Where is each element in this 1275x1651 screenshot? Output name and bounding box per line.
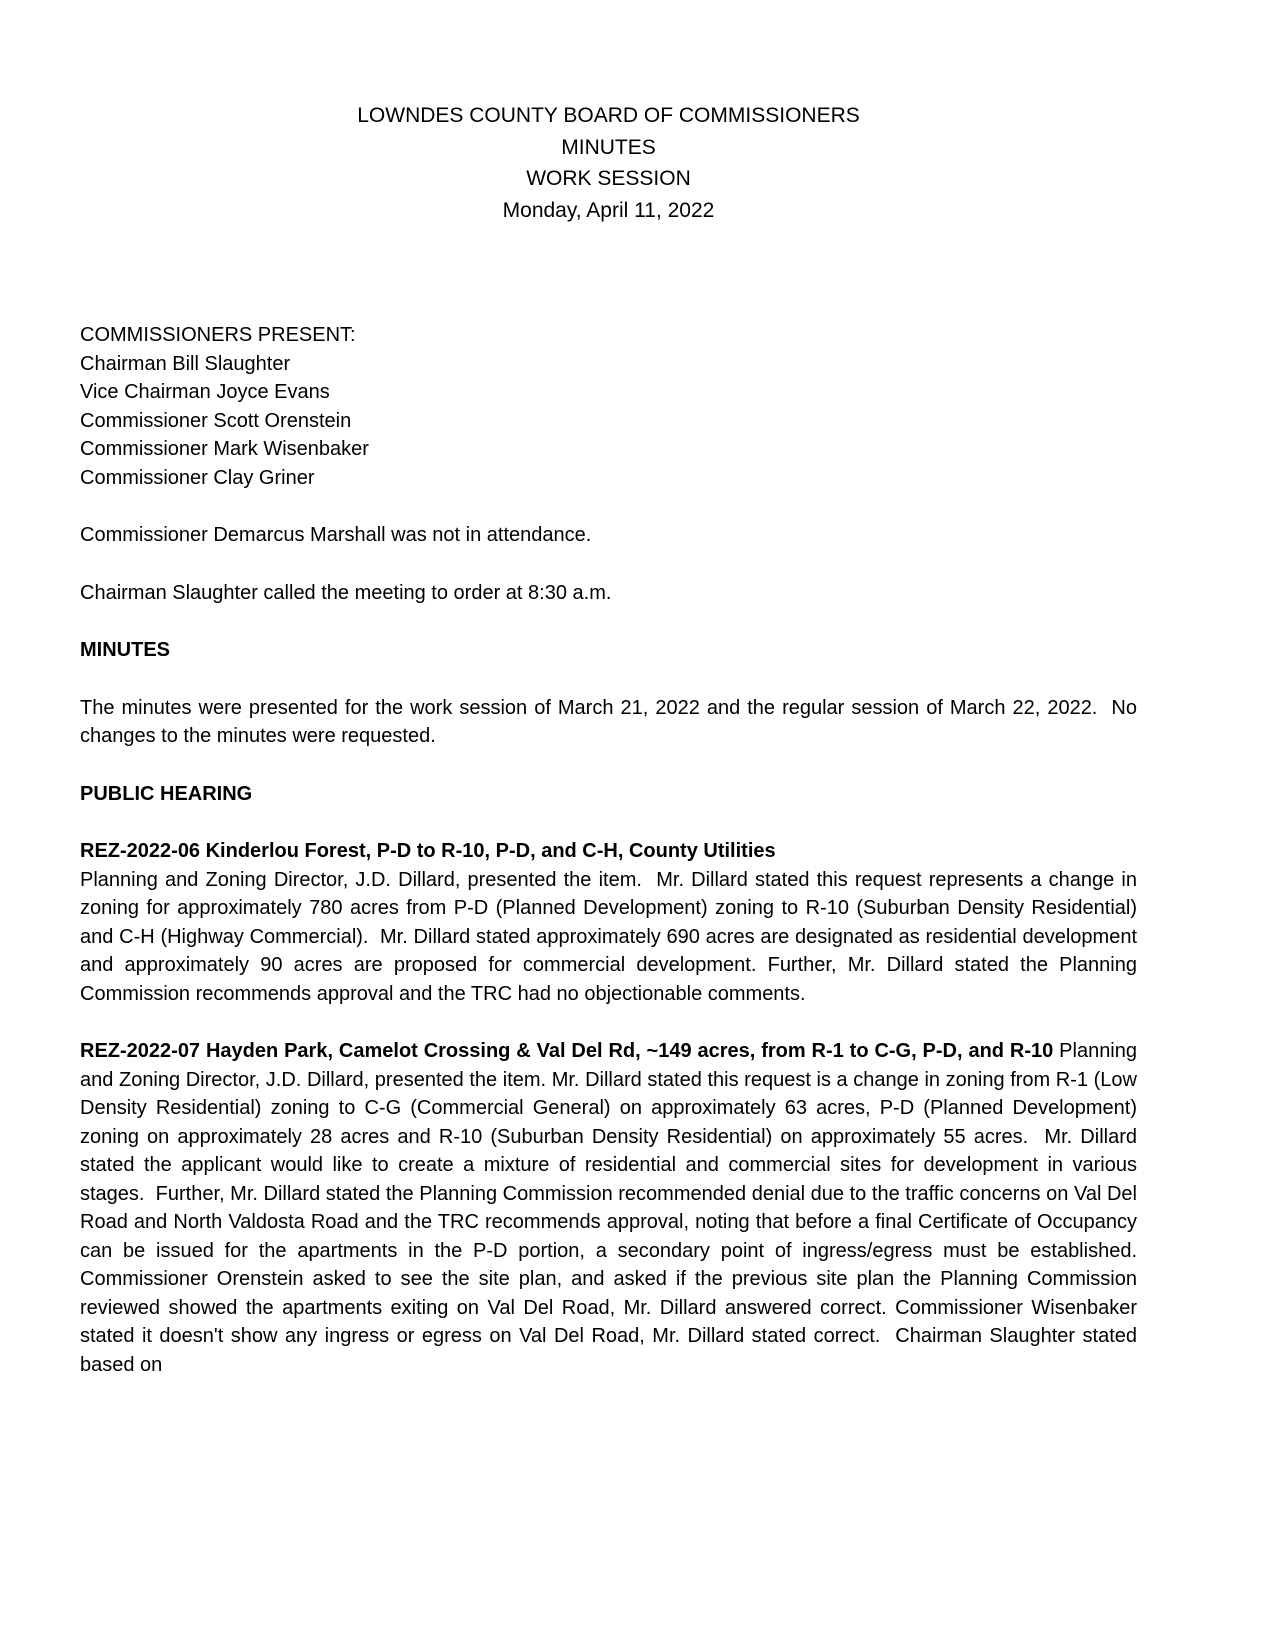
minutes-paragraph: The minutes were presented for the work session of March 21, 2022 and the regular session of March 22, 2022. No changes to the minutes were requested. [80, 696, 1143, 747]
rez-2022-07-heading: REZ-2022-07 Hayden Park, Camelot Crossing & Val Del Rd, ~149 acres, from R-1 to C-G, P-D, and R-10 [80, 1040, 1054, 1062]
document-title-block [80, 100, 1137, 226]
title-line-session-type: WORK SESSION [526, 167, 691, 190]
commissioner-name: Commissioner Mark Wisenbaker [80, 438, 369, 460]
commissioners-present-heading: COMMISSIONERS PRESENT: [80, 324, 356, 346]
commissioner-name: Chairman Bill Slaughter [80, 352, 291, 375]
public-hearing-heading: PUBLIC HEARING [80, 782, 253, 805]
rez-2022-06-section [80, 837, 1143, 1008]
commissioner-name: Commissioner Clay Griner [80, 466, 315, 489]
rez-2022-07-paragraph [80, 1037, 1143, 1379]
title-line-minutes: MINUTES [561, 135, 656, 159]
commissioner-name: Commissioner Scott Orenstein [80, 409, 352, 432]
commissioner-name: Vice Chairman Joyce Evans [80, 381, 330, 403]
commissioners-present-block [80, 321, 1137, 492]
rez-2022-06-heading: REZ-2022-06 Kinderlou Forest, P-D to R-10, P-D, and C-H, County Utilities [80, 840, 776, 862]
absence-note: Commissioner Demarcus Marshall was not in attendance. [80, 524, 592, 546]
rez-2022-07-section [80, 1037, 1143, 1379]
title-line-org: LOWNDES COUNTY BOARD OF COMMISSIONERS [357, 104, 860, 127]
rez-2022-06-body: Planning and Zoning Director, J.D. Dillard, presented the item. Mr. Dillard stated this request represents a change in zoning for approximately 780 acres from P-D (Planned Development) zoning to R-10 (Suburban Density Residential) and C-H (Highway Commercial). Mr. Dillard stated approximately 690 acres are designated as residential development and approximately 90 acres are proposed for commercial development. Further, Mr. Dillard stated the Planning Commission recommends approval and the TRC had no objectionable comments. [80, 868, 1143, 1005]
title-line-date: Monday, April 11, 2022 [502, 198, 715, 222]
call-to-order-note: Chairman Slaughter called the meeting to order at 8:30 a.m. [80, 581, 612, 604]
minutes-section-heading: MINUTES [80, 639, 170, 661]
rez-2022-07-body: Planning and Zoning Director, J.D. Dillard, presented the item. Mr. Dillard stated this request is a change in zoning from R-1 (Low Density Residential) zoning to C-G (Commercial General) on approximately 63 acres, P-D (Planned Development) zoning on approximately 28 acres and R-10 (Suburban Density Residential) on approximately 55 acres. Mr. Dillard stated the applicant would like to create a mixture of residential and commercial sites for development in various stages. Further, Mr. Dillard stated the Planning Commission recommended denial due to the traffic concerns on Val Del Road and North Valdosta Road and the TRC recommends approval, noting that before a final Certificate of Occupancy can be issued for the apartments in the P-D portion, a secondary point of ingress/egress must be established. Commissioner Orenstein asked to see the site plan, and asked if the previous site plan the Planning Commission reviewed showed the apartments exiting on Val Del Road, Mr. Dillard answered correct. Commissioner Wisenbaker stated it doesn't show any ingress or egress on Val Del Road, Mr. Dillard stated correct. Chairman Slaughter stated based on [80, 1040, 1143, 1376]
